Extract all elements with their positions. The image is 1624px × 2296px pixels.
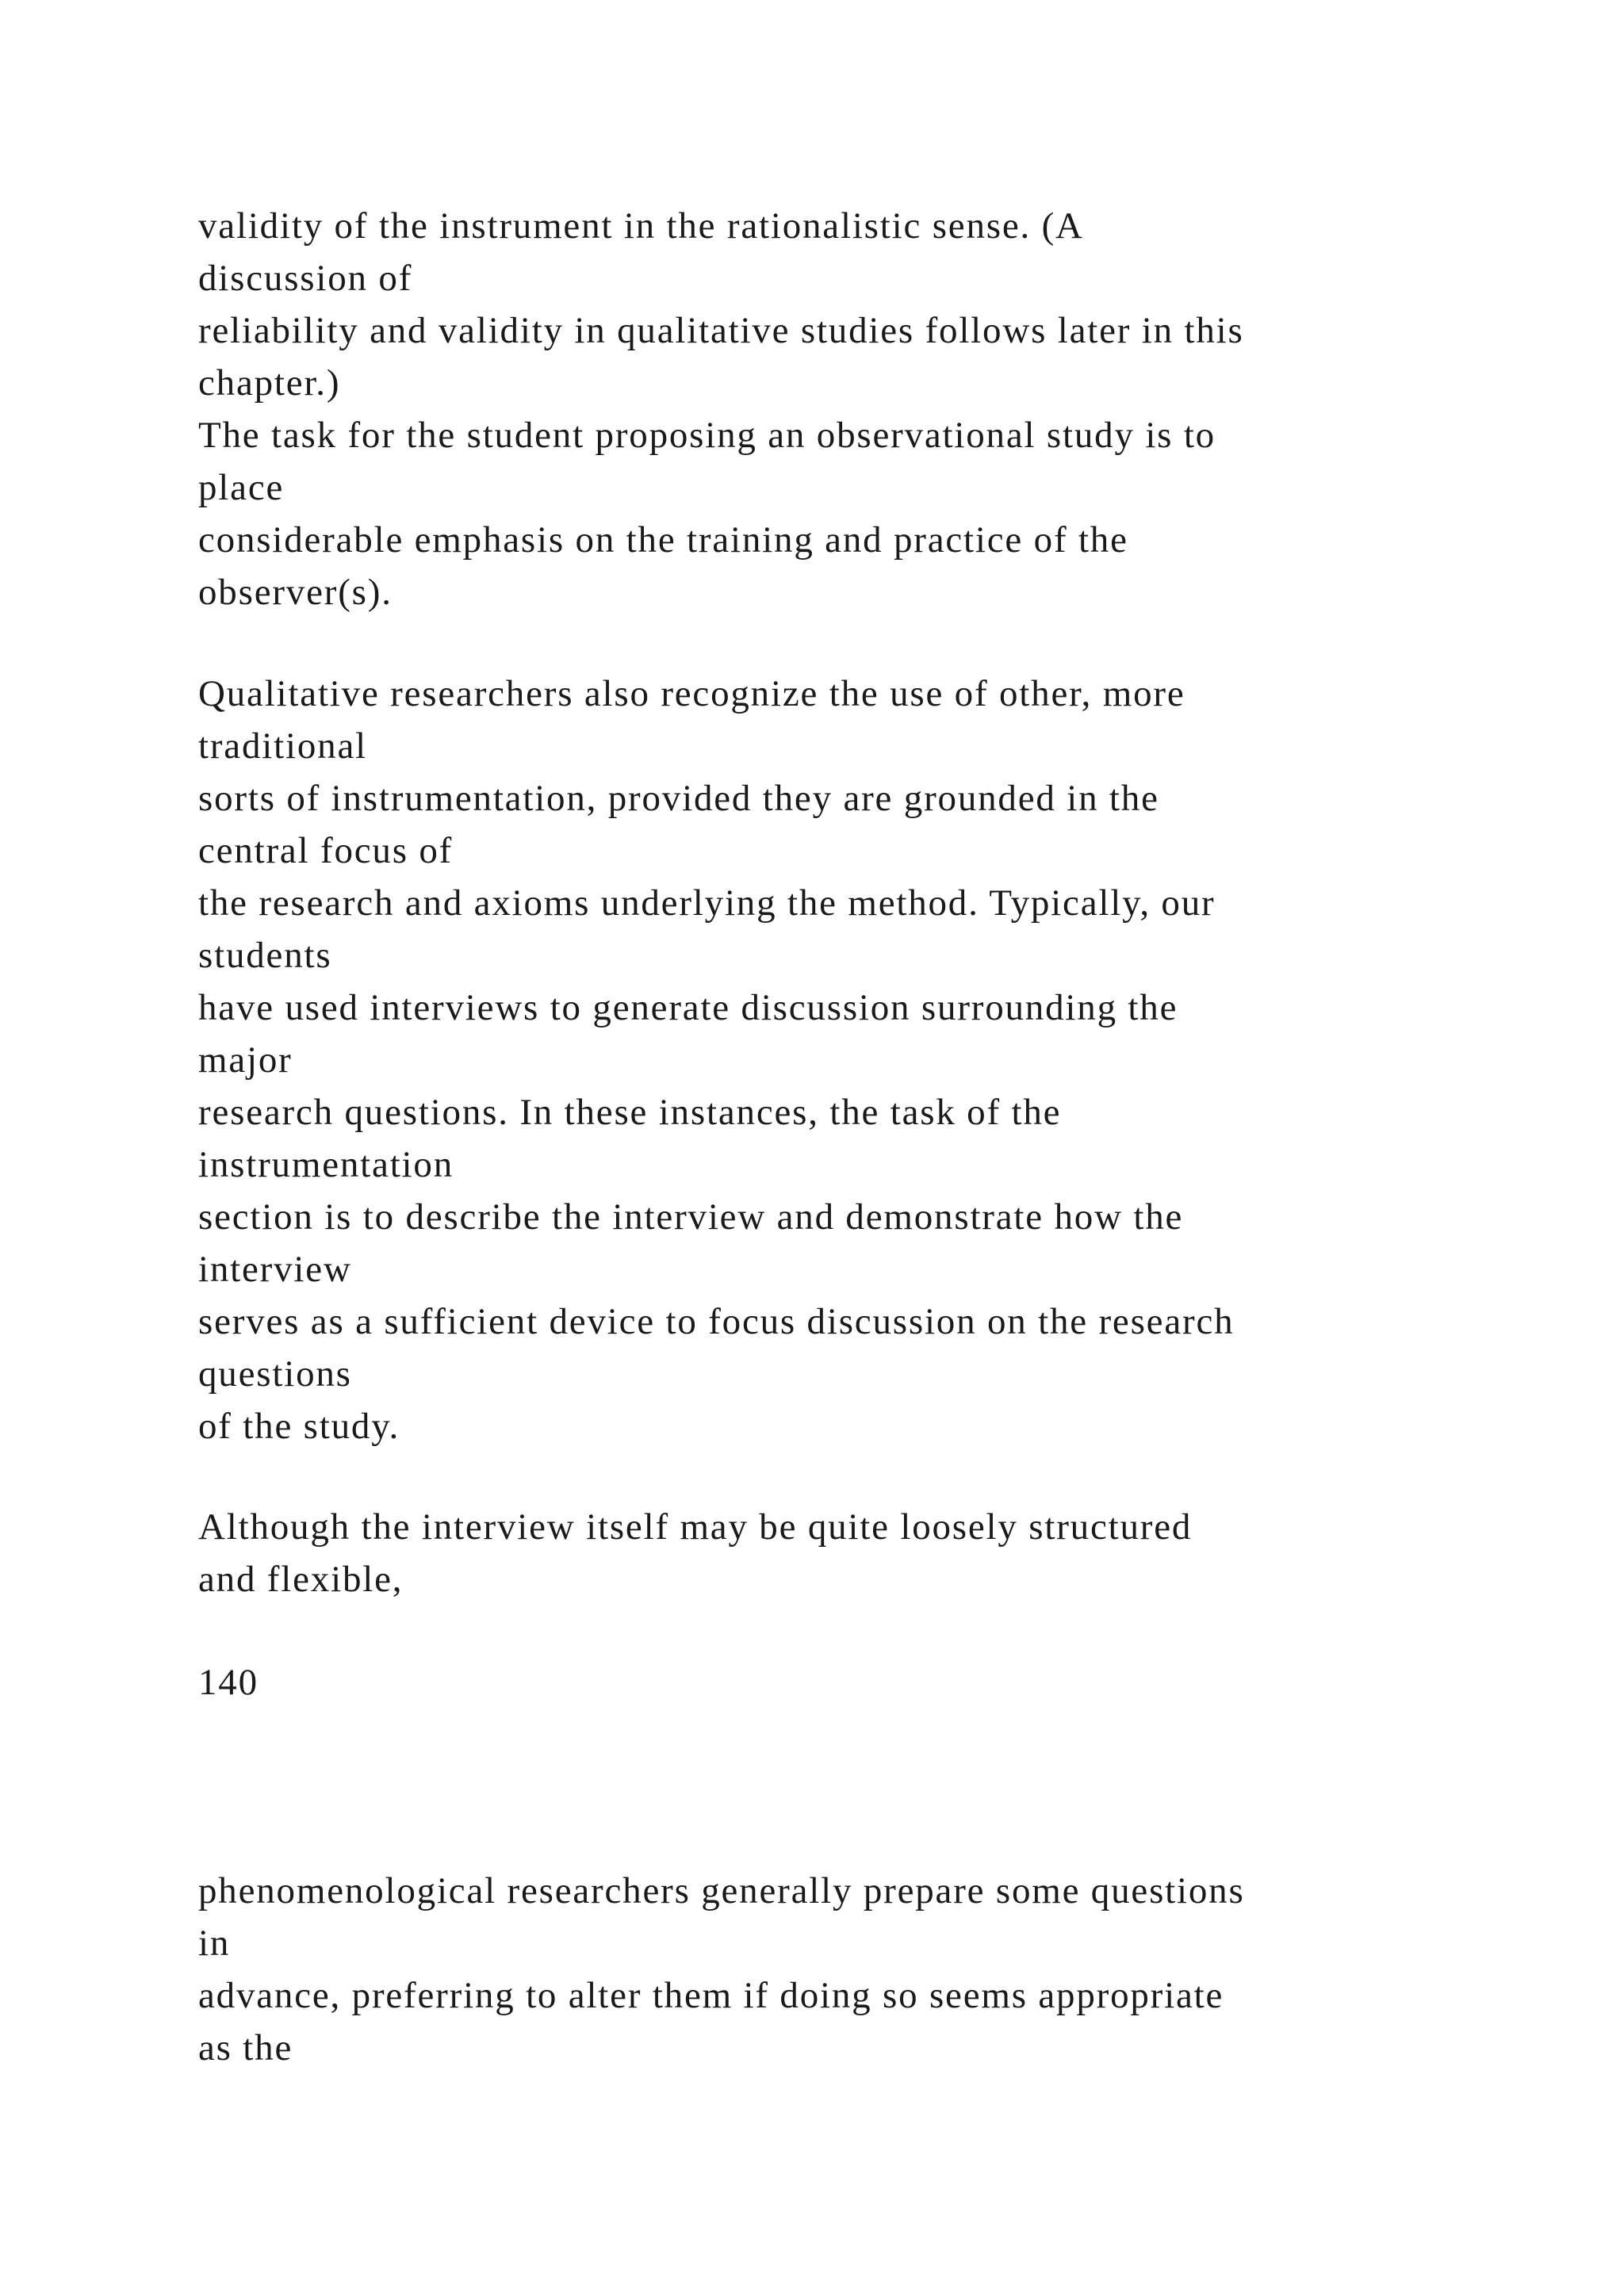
page-number-text: 140 (198, 1662, 259, 1703)
text-line: have used interviews to generate discussion surrounding the (198, 987, 1178, 1028)
text-line: interview (198, 1249, 352, 1290)
paragraph-interview (198, 1501, 1192, 1605)
text-line: place (198, 467, 285, 508)
text-line: of the study. (198, 1406, 400, 1447)
text-line: considerable emphasis on the training and practice of the (198, 519, 1128, 561)
paragraph-validity (198, 200, 1244, 618)
text-line: chapter.) (198, 362, 341, 404)
text-line: discussion of (198, 258, 413, 299)
text-line: observer(s). (198, 572, 393, 613)
text-line: as the (198, 2027, 293, 2068)
text-line: The task for the student proposing an observational study is to (198, 415, 1216, 456)
paragraph-phenomenological (198, 1865, 1245, 2074)
page-number (198, 1656, 259, 1709)
text-line: reliability and validity in qualitative studies follows later in this (198, 310, 1244, 351)
text-line: Qualitative researchers also recognize the use of other, more (198, 673, 1185, 714)
text-line: the research and axioms underlying the method. Typically, our (198, 882, 1216, 924)
text-line: major (198, 1039, 293, 1081)
text-line: students (198, 935, 332, 976)
text-line: central focus of (198, 830, 454, 871)
text-line: Although the interview itself may be quite loosely structured (198, 1506, 1193, 1548)
text-line: instrumentation (198, 1144, 454, 1185)
text-line: sorts of instrumentation, provided they are grounded in the (198, 778, 1159, 819)
text-line: in (198, 1923, 231, 1964)
text-line: traditional (198, 725, 367, 767)
text-line: phenomenological researchers generally prepare some questions (198, 1870, 1245, 1911)
text-line: research questions. In these instances, the task of the (198, 1092, 1062, 1133)
text-line: questions (198, 1353, 352, 1395)
text-line: and flexible, (198, 1559, 404, 1600)
text-line: serves as a sufficient device to focus discussion on the research (198, 1301, 1235, 1342)
paragraph-instrumentation (198, 668, 1234, 1452)
text-line: section is to describe the interview and demonstrate how the (198, 1196, 1184, 1238)
text-line: validity of the instrument in the rationalistic sense. (A (198, 205, 1084, 247)
text-line: advance, preferring to alter them if doing so seems appropriate (198, 1975, 1224, 2016)
